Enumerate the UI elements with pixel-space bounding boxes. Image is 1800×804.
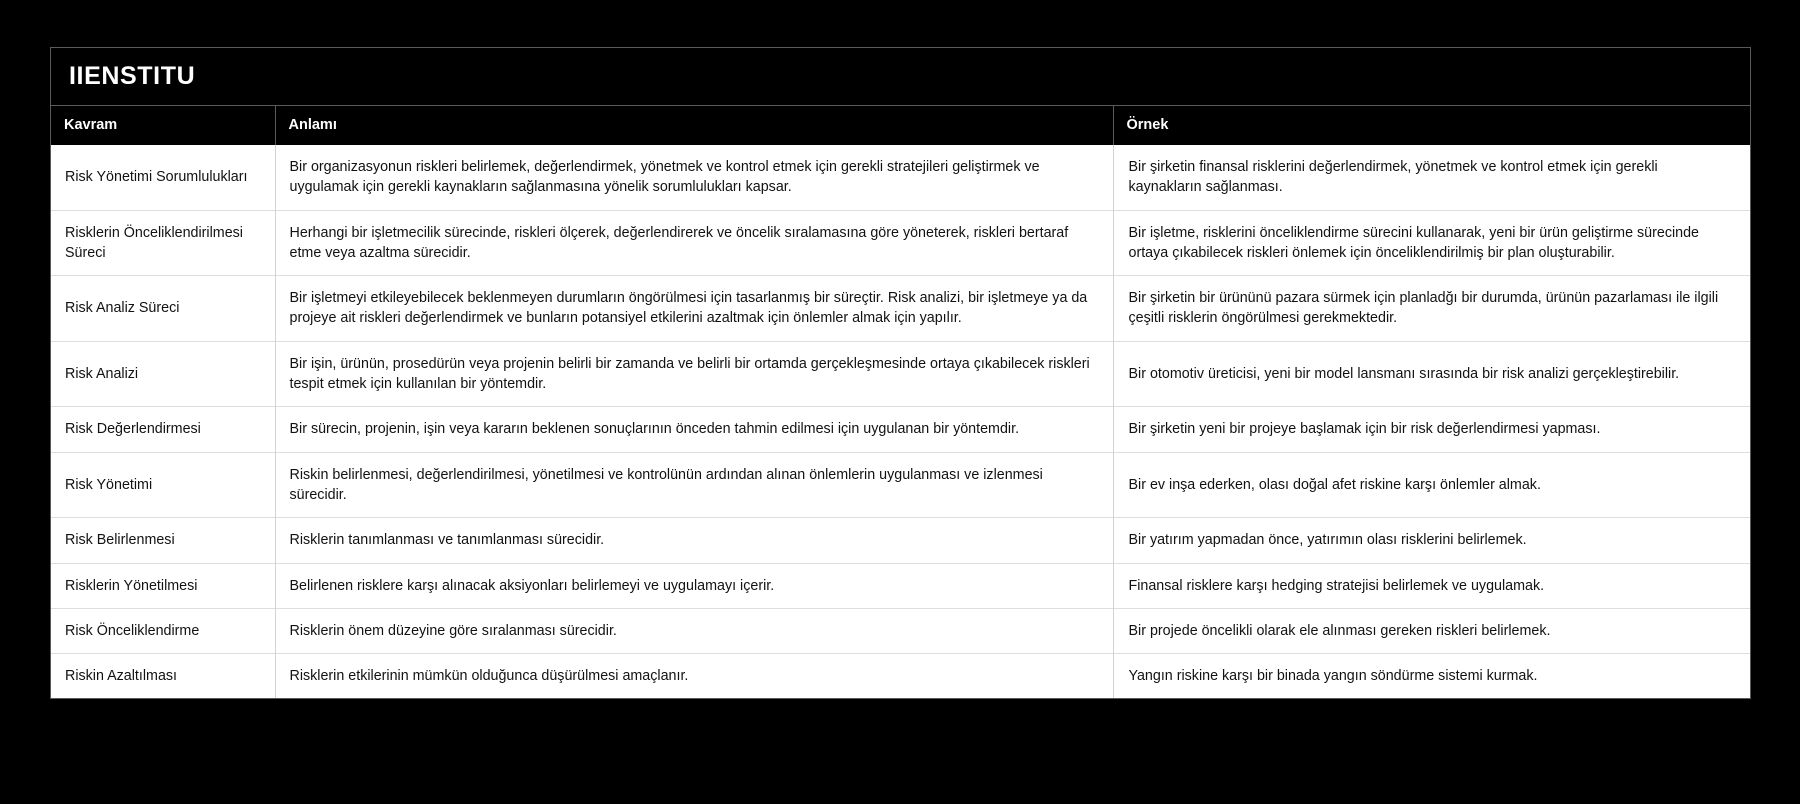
- cell-ornek: Bir işletme, risklerini önceliklendirme sürecini kullanarak, yeni bir ürün geliştirme sürecinde ortaya çıkabilecek riskleri önlemek için önceliklendirilmiş bir plan oluşturabilir.: [1113, 210, 1750, 276]
- cell-anlami: Herhangi bir işletmecilik sürecinde, riskleri ölçerek, değerlendirerek ve öncelik sıralamasına göre yöneterek, riskleri bertaraf etme veya azaltma sürecidir.: [275, 210, 1113, 276]
- column-header-anlami: Anlamı: [275, 106, 1113, 145]
- cell-anlami: Bir işin, ürünün, prosedürün veya projenin belirli bir zamanda ve belirli bir ortamda gerçekleşmesinde ortaya çıkabilecek riskleri tespit etmek için kullanılan bir yöntemdir.: [275, 341, 1113, 407]
- cell-ornek: Bir şirketin yeni bir projeye başlamak için bir risk değerlendirmesi yapması.: [1113, 407, 1750, 452]
- column-header-ornek: Örnek: [1113, 106, 1750, 145]
- cell-kavram: Risk Değerlendirmesi: [51, 407, 275, 452]
- cell-kavram: Risk Yönetimi: [51, 452, 275, 518]
- table-row: [51, 518, 1750, 563]
- brand-bar: [51, 48, 1750, 106]
- cell-anlami: Bir işletmeyi etkileyebilecek beklenmeyen durumların öngörülmesi için tasarlanmış bir süreçtir. Risk analizi, bir işletmeye ya da projeye ait riskleri değerlendirmek ve bunların potansiyel etkilerini azaltmak için önlemler almak için yapılır.: [275, 276, 1113, 342]
- cell-ornek: Bir şirketin finansal risklerini değerlendirmek, yönetmek ve kontrol etmek için gerekli kaynakların sağlanması.: [1113, 145, 1750, 210]
- cell-anlami: Belirlenen risklere karşı alınacak aksiyonları belirlemeyi ve uygulamayı içerir.: [275, 563, 1113, 608]
- table-header: [51, 106, 1750, 145]
- cell-ornek: Bir otomotiv üreticisi, yeni bir model lansmanı sırasında bir risk analizi gerçekleştirebilir.: [1113, 341, 1750, 407]
- table-header-row: [51, 106, 1750, 145]
- cell-anlami: Risklerin etkilerinin mümkün olduğunca düşürülmesi amaçlanır.: [275, 654, 1113, 699]
- cell-ornek: Bir ev inşa ederken, olası doğal afet riskine karşı önlemler almak.: [1113, 452, 1750, 518]
- cell-anlami: Riskin belirlenmesi, değerlendirilmesi, yönetilmesi ve kontrolünün ardından alınan önlemlerin uygulanması ve izlenmesi sürecidir.: [275, 452, 1113, 518]
- cell-kavram: Risklerin Önceliklendirilmesi Süreci: [51, 210, 275, 276]
- cell-anlami: Bir organizasyonun riskleri belirlemek, değerlendirmek, yönetmek ve kontrol etmek için gerekli stratejileri geliştirmek ve uygulamak için gerekli kaynakların sağlanmasına yönelik sorumlulukları kapsar.: [275, 145, 1113, 210]
- table-row: [51, 654, 1750, 699]
- cell-anlami: Risklerin önem düzeyine göre sıralanması sürecidir.: [275, 608, 1113, 653]
- table-row: [51, 608, 1750, 653]
- cell-kavram: Risk Belirlenmesi: [51, 518, 275, 563]
- table-row: [51, 210, 1750, 276]
- cell-ornek: Yangın riskine karşı bir binada yangın söndürme sistemi kurmak.: [1113, 654, 1750, 699]
- cell-kavram: Risk Analiz Süreci: [51, 276, 275, 342]
- table-row: [51, 145, 1750, 210]
- cell-kavram: Riskin Azaltılması: [51, 654, 275, 699]
- cell-ornek: Bir şirketin bir ürününü pazara sürmek için planladğı bir durumda, ürünün pazarlaması ile ilgili çeşitli risklerin öngörülmesi gerekmektedir.: [1113, 276, 1750, 342]
- cell-kavram: Risk Önceliklendirme: [51, 608, 275, 653]
- cell-anlami: Risklerin tanımlanması ve tanımlanması sürecidir.: [275, 518, 1113, 563]
- cell-ornek: Bir yatırım yapmadan önce, yatırımın olası risklerini belirlemek.: [1113, 518, 1750, 563]
- cell-ornek: Finansal risklere karşı hedging stratejisi belirlemek ve uygulamak.: [1113, 563, 1750, 608]
- brand-title: IIENSTITU: [69, 62, 196, 90]
- concept-table-container: [50, 47, 1751, 699]
- cell-kavram: Risk Analizi: [51, 341, 275, 407]
- cell-ornek: Bir projede öncelikli olarak ele alınması gereken riskleri belirlemek.: [1113, 608, 1750, 653]
- cell-kavram: Risk Yönetimi Sorumlulukları: [51, 145, 275, 210]
- column-header-kavram: Kavram: [51, 106, 275, 145]
- table-row: [51, 276, 1750, 342]
- table-row: [51, 452, 1750, 518]
- table-row: [51, 341, 1750, 407]
- cell-anlami: Bir sürecin, projenin, işin veya kararın beklenen sonuçlarının önceden tahmin edilmesi için uygulanan bir yöntemdir.: [275, 407, 1113, 452]
- cell-kavram: Risklerin Yönetilmesi: [51, 563, 275, 608]
- table-row: [51, 407, 1750, 452]
- table-row: [51, 563, 1750, 608]
- concept-table: [51, 106, 1750, 698]
- table-body: [51, 145, 1750, 698]
